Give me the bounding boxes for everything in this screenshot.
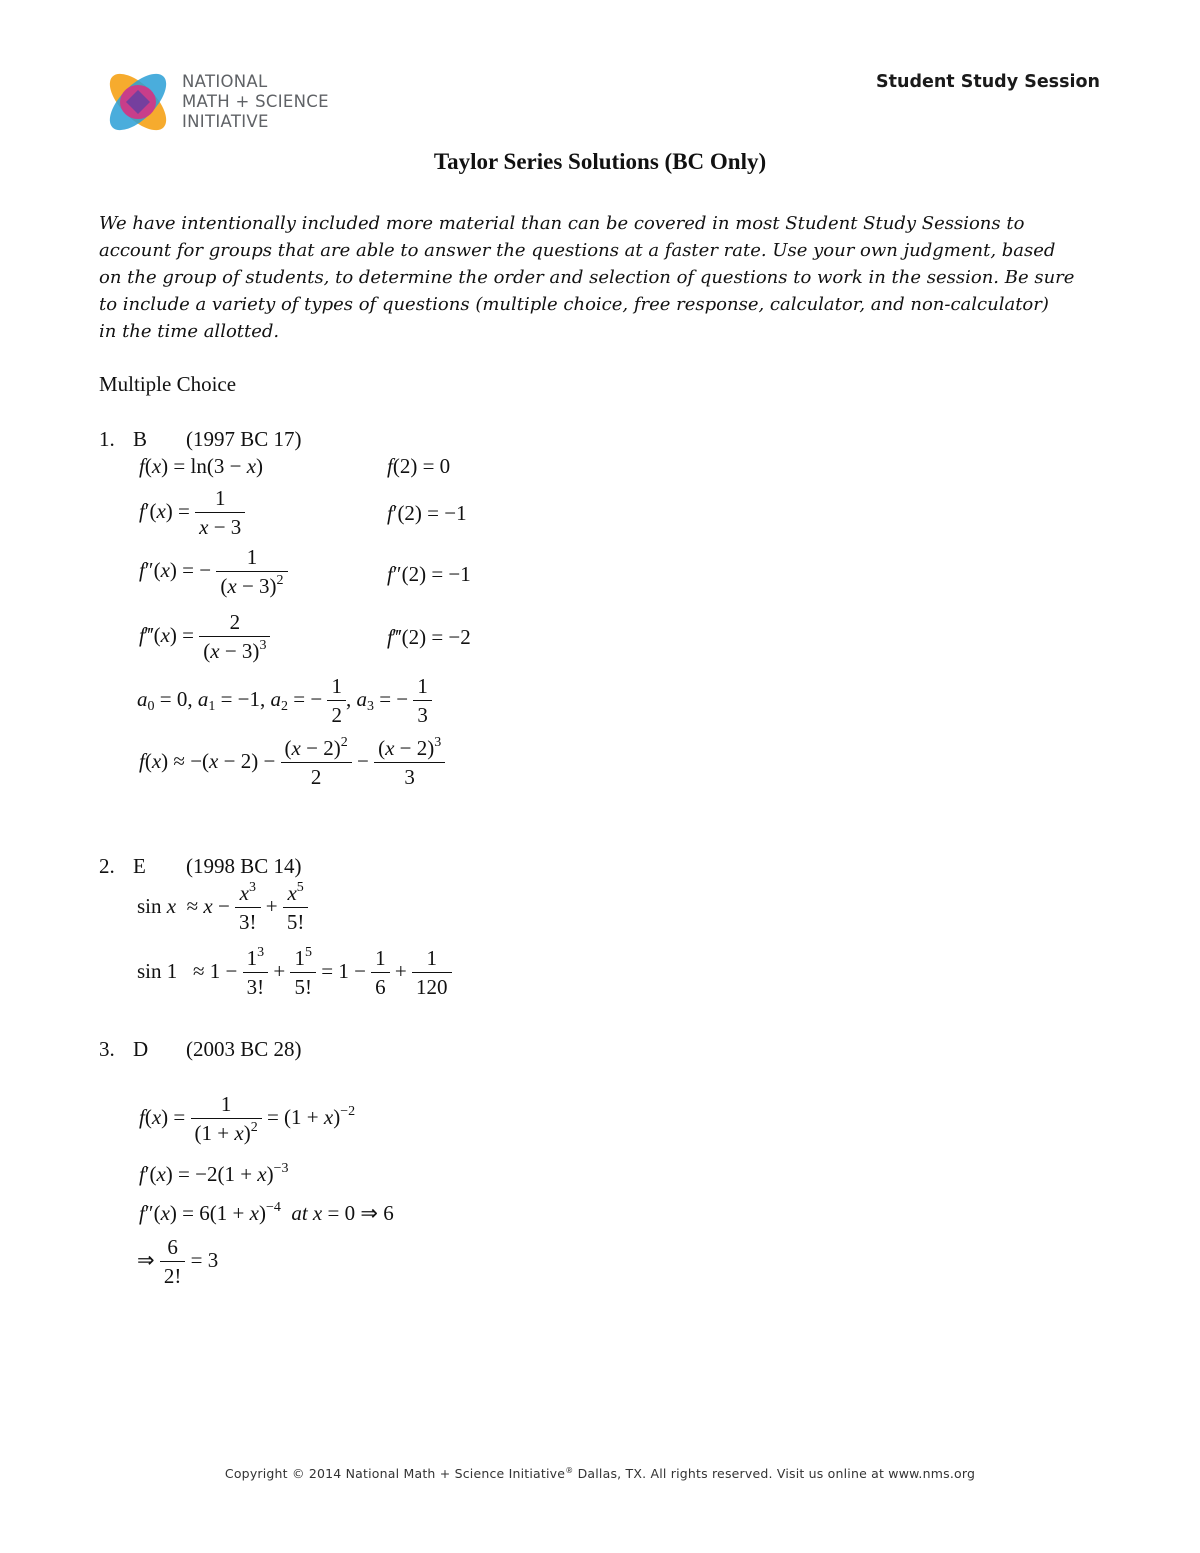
q1-eq-coefficients: $a_0 = 0$, $a_1 = -1$, $a_2$ = − $\frac{1}{2}$ , $a_3$ = − $\frac{1}{3}$ <box>137 676 432 726</box>
question-answer: B <box>133 427 148 451</box>
nmsi-logo <box>104 68 172 136</box>
logo-line-2: MATH + SCIENCE <box>182 92 329 111</box>
q1-eq-f2: f(2) = 0 <box>387 454 451 478</box>
section-heading: Multiple Choice <box>99 372 237 396</box>
question-source: (2003 BC 28) <box>186 1037 302 1061</box>
footer-post: Dallas, TX. All rights reserved. Visit us online at www.nms.org <box>573 1466 976 1481</box>
nmsi-logo-icon <box>104 68 172 136</box>
intro-line: on the group of students, to determine the order and selection of questions to work in the session. Be sure <box>99 267 1075 288</box>
intro-line: account for groups that are able to answer the questions at a faster rate. Use your own judgment, based <box>99 240 1056 261</box>
question-2-header <box>99 854 302 879</box>
question-number: 2. <box>99 854 115 878</box>
q1-eq-approx: f(x) ≈ −(x − 2) − $\frac{(x - 2)^2}{2}$ − $\frac{(x - 2)^3}{3}$ <box>139 738 445 788</box>
question-answer: E <box>133 854 146 878</box>
session-label: Student Study Session <box>876 72 1100 92</box>
q2-eq-sin1: sin 1 ≈ 1 − $\frac{1^3}{3!}$ + $\frac{1^5}{5!}$ = 1 − $\frac{1}{6}$ + $\frac{1}{120}$ <box>137 948 452 998</box>
question-source: (1997 BC 17) <box>186 427 302 451</box>
q1-eq-fpp: f″(x) = − $\frac{1}{(x - 3)^2}$ <box>139 547 288 597</box>
footer-pre: Copyright © 2014 National Math + Science Initiative <box>224 1466 566 1481</box>
q3-eq-f1: $f'(x) = -2(1 + x)^{-3}$ <box>139 1161 289 1186</box>
question-3-header <box>99 1037 302 1062</box>
logo-wordmark <box>182 72 329 132</box>
question-number: 1. <box>99 427 115 451</box>
footer-reg: ® <box>565 1466 574 1475</box>
q3-eq-f: f(x) = $\frac{1}{(1 + x)^2}$ = $(1 + x)^{-2}$ <box>139 1092 356 1145</box>
q1-eq-f1: f′(x) = $\frac{1}{x - 3}$ <box>139 488 245 538</box>
q1-eq-f1-2: f′(2) = −1 <box>387 501 467 525</box>
q1-eq-fppp-2: f‴(2) = −2 <box>387 625 471 649</box>
copyright-footer <box>0 1466 1200 1481</box>
question-answer: D <box>133 1037 149 1061</box>
intro-line: in the time allotted. <box>99 321 280 342</box>
intro-line: We have intentionally included more material than can be covered in most Student Study Sessions to <box>99 213 1025 234</box>
question-1-header <box>99 427 302 452</box>
q1-eq-fpp-2: f″(2) = −1 <box>387 562 471 586</box>
q2-eq-sinx: sin x ≈ x − $\frac{x^3}{3!}$ + $\frac{x^5}{5!}$ <box>137 883 308 933</box>
question-source: (1998 BC 14) <box>186 854 302 878</box>
intro-paragraph <box>99 210 1099 345</box>
question-number: 3. <box>99 1037 115 1061</box>
q3-eq-f2: $f''(x) = 6(1 + x)^{-4}$ at x = 0 ⇒ 6 <box>139 1200 394 1225</box>
intro-line: to include a variety of types of questions (multiple choice, free response, calculator, and non-calculator) <box>99 294 1049 315</box>
q3-eq-result: ⇒ $\frac{6}{2!}$ = 3 <box>137 1235 219 1288</box>
logo-line-1: NATIONAL <box>182 72 268 91</box>
q1-eq-fppp: f‴(x) = $\frac{2}{(x - 3)^3}$ <box>139 612 270 662</box>
logo-line-3: INITIATIVE <box>182 112 269 131</box>
q1-eq-f: f(x) = ln(3 − x) <box>139 454 264 478</box>
page-title: Taylor Series Solutions (BC Only) <box>433 149 767 174</box>
